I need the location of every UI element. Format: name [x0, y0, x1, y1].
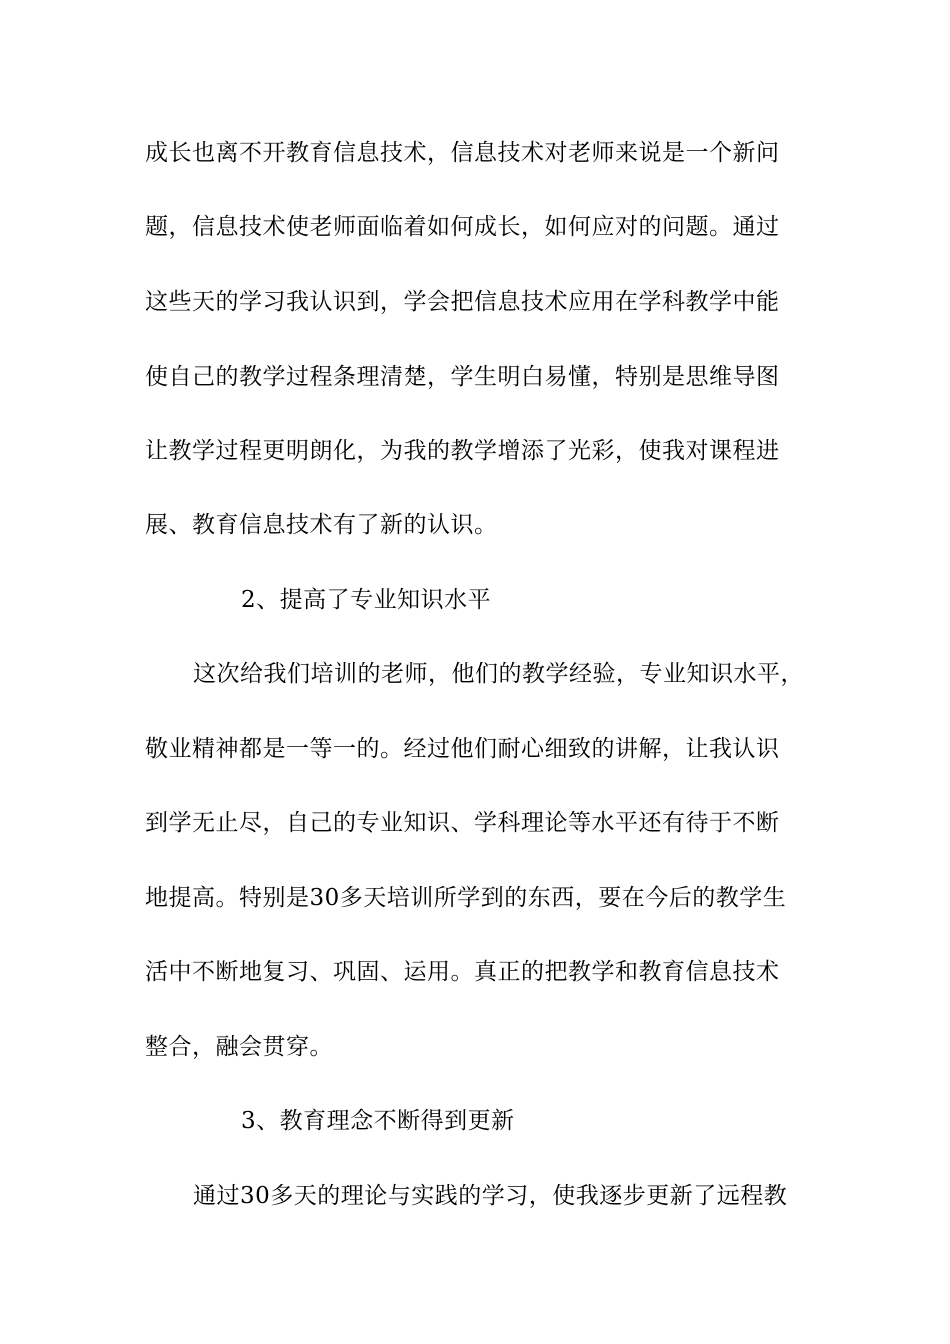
paragraph-line: 通过30多天的理论与实践的学习，使我逐步更新了远程教	[193, 1183, 788, 1209]
section-heading: 2、提高了专业知识水平	[241, 587, 492, 613]
section-heading: 3、教育理念不断得到更新	[241, 1108, 515, 1134]
paragraph-line: 到学无止尽，自己的专业知识、学科理论等水平还有待于不断	[145, 810, 780, 836]
paragraph-line: 这些天的学习我认识到，学会把信息技术应用在学科教学中能	[145, 289, 780, 315]
paragraph-line: 展、教育信息技术有了新的认识。	[145, 512, 498, 538]
paragraph-line: 成长也离不开教育信息技术，信息技术对老师来说是一个新问	[145, 140, 780, 166]
paragraph-line: 使自己的教学过程条理清楚，学生明白易懂，特别是思维导图	[145, 364, 780, 390]
paragraph-line: 地提高。特别是30多天培训所学到的东西，要在今后的教学生	[145, 885, 787, 911]
paragraph-line: 这次给我们培训的老师，他们的教学经验，专业知识水平，	[193, 661, 804, 687]
paragraph-line: 敬业精神都是一等一的。经过他们耐心细致的讲解，让我认识	[145, 736, 780, 762]
paragraph-line: 整合，融会贯穿。	[145, 1034, 333, 1060]
paragraph-line: 活中不断地复习、巩固、运用。真正的把教学和教育信息技术	[145, 959, 780, 985]
paragraph-line: 题，信息技术使老师面临着如何成长，如何应对的问题。通过	[145, 214, 780, 240]
paragraph-line: 让教学过程更明朗化，为我的教学增添了光彩，使我对课程进	[145, 438, 780, 464]
